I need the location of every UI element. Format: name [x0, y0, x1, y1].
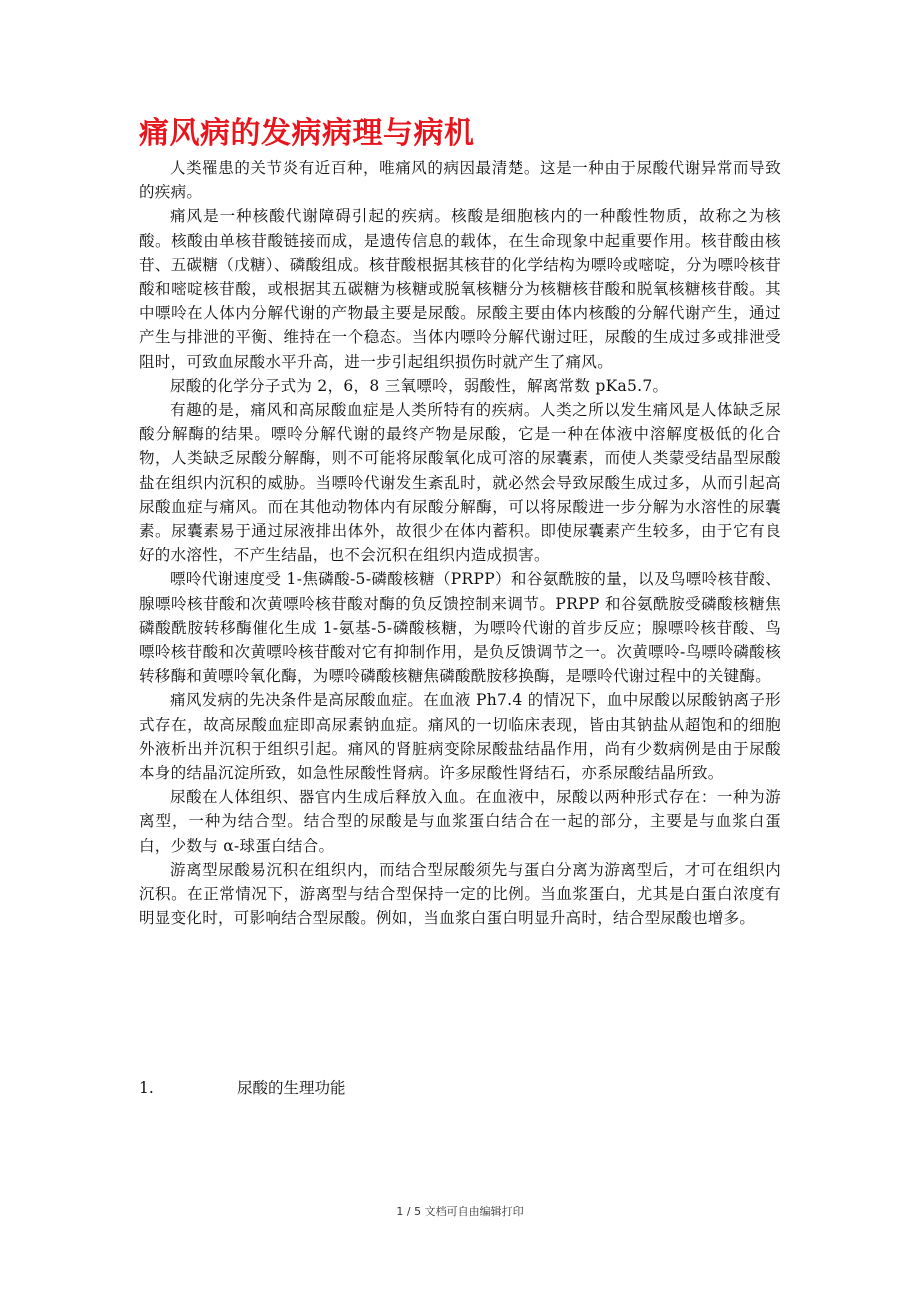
- page-footer: 1 / 5 文档可自由编辑打印: [396, 1205, 524, 1218]
- section-number: 1.: [139, 1079, 154, 1097]
- section-label: 尿酸的生理功能: [237, 1079, 346, 1097]
- paragraph: 痛风发病的先决条件是高尿酸血症。在血液 Ph7.4 的情况下，血中尿酸以尿酸钠离子形式存在，故高尿酸血症即高尿素钠血症。痛风的一切临床表现，皆由其钠盐从超饱和的细胞外液析出并沉积于组织引起。痛风的肾脏病变除尿酸盐结晶作用，尚有少数病例是由于尿酸本身的结晶沉淀所致，如急性尿酸性肾病。许多尿酸性肾结石，亦系尿酸结晶所致。: [139, 691, 781, 783]
- paragraph: 痛风是一种核酸代谢障碍引起的疾病。核酸是细胞核内的一种酸性物质，故称之为核酸。核酸由单核苷酸链接而成，是遗传信息的载体，在生命现象中起重要作用。核苷酸由核苷、五碳糖（戊糖）、磷酸组成。核苷酸根据其核苷的化学结构为嘌呤或嘧啶，分为嘌呤核苷酸和嘧啶核苷酸，或根据其五碳糖为核糖或脱氧核糖分为核糖核苷酸和脱氧核糖核苷酸。其中嘌呤在人体内分解代谢的产物最主要是尿酸。尿酸主要由体内核酸的分解代谢产生，通过产生与排泄的平衡、维持在一个稳态。当体内嘌呤分解代谢过旺，尿酸的生成过多或排泄受阻时，可致血尿酸水平升高，进一步引起组织损伤时就产生了痛风。: [139, 207, 781, 371]
- document-body: [139, 156, 781, 931]
- paragraph: 有趣的是，痛风和高尿酸血症是人类所特有的疾病。人类之所以发生痛风是人体缺乏尿酸分解酶的结果。嘌呤分解代谢的最终产物是尿酸，它是一种在体液中溶解度极低的化合物，人类缺乏尿酸分解酶，则不可能将尿酸氧化成可溶的尿囊素，而使人类蒙受结晶型尿酸盐在组织内沉积的威胁。当嘌呤代谢发生紊乱时，就必然会导致尿酸生成过多，从而引起高尿酸血症与痛风。而在其他动物体内有尿酸分解酶，可以将尿酸进一步分解为水溶性的尿囊素。尿囊素易于通过尿液排出体外，故很少在体内蓄积。即使尿囊素产生较多，由于它有良好的水溶性，不产生结晶，也不会沉积在组织内造成损害。: [139, 401, 781, 565]
- paragraph: 嘌呤代谢速度受 1-焦磷酸-5-磷酸核糖（PRPP）和谷氨酰胺的量，以及鸟嘌呤核苷酸、腺嘌呤核苷酸和次黄嘌呤核苷酸对酶的负反馈控制来调节。PRPP 和谷氨酰胺受磷酸核糖焦磷酸酰胺转移酶催化生成 1-氨基-5-磷酸核糖，为嘌呤代谢的首步反应；腺嘌呤核苷酸、鸟嘌呤核苷酸和次黄嘌呤核苷酸对它有抑制作用，是负反馈调节之一。次黄嘌呤-鸟嘌呤磷酸核转移酶和黄嘌呤氧化酶，为嘌呤磷酸核糖焦磷酸酰胺移换酶，是嘌呤代谢过程中的关键酶。: [139, 570, 781, 686]
- page-title: 痛风病的发病病理与病机: [139, 116, 475, 151]
- paragraph: 尿酸的化学分子式为 2，6，8 三氧嘌呤，弱酸性，解离常数 pKa5.7。: [170, 376, 669, 395]
- paragraph: 尿酸在人体组织、器官内生成后释放入血。在血液中，尿酸以两种形式存在：一种为游离型，一种为结合型。结合型的尿酸是与血浆蛋白结合在一起的部分，主要是与血浆白蛋白，少数与 α-球蛋白结合。: [139, 788, 781, 855]
- paragraph: 游离型尿酸易沉积在组织内，而结合型尿酸须先与蛋白分离为游离型后，才可在组织内沉积。在正常情况下，游离型与结合型保持一定的比例。当血浆蛋白，尤其是白蛋白浓度有明显变化时，可影响结合型尿酸。例如，当血浆白蛋白明显升高时，结合型尿酸也增多。: [139, 860, 781, 928]
- section-heading: [139, 1076, 346, 1100]
- paragraph: 人类罹患的关节炎有近百种，唯痛风的病因最清楚。这是一种由于尿酸代谢异常而导致的疾病。: [139, 159, 781, 202]
